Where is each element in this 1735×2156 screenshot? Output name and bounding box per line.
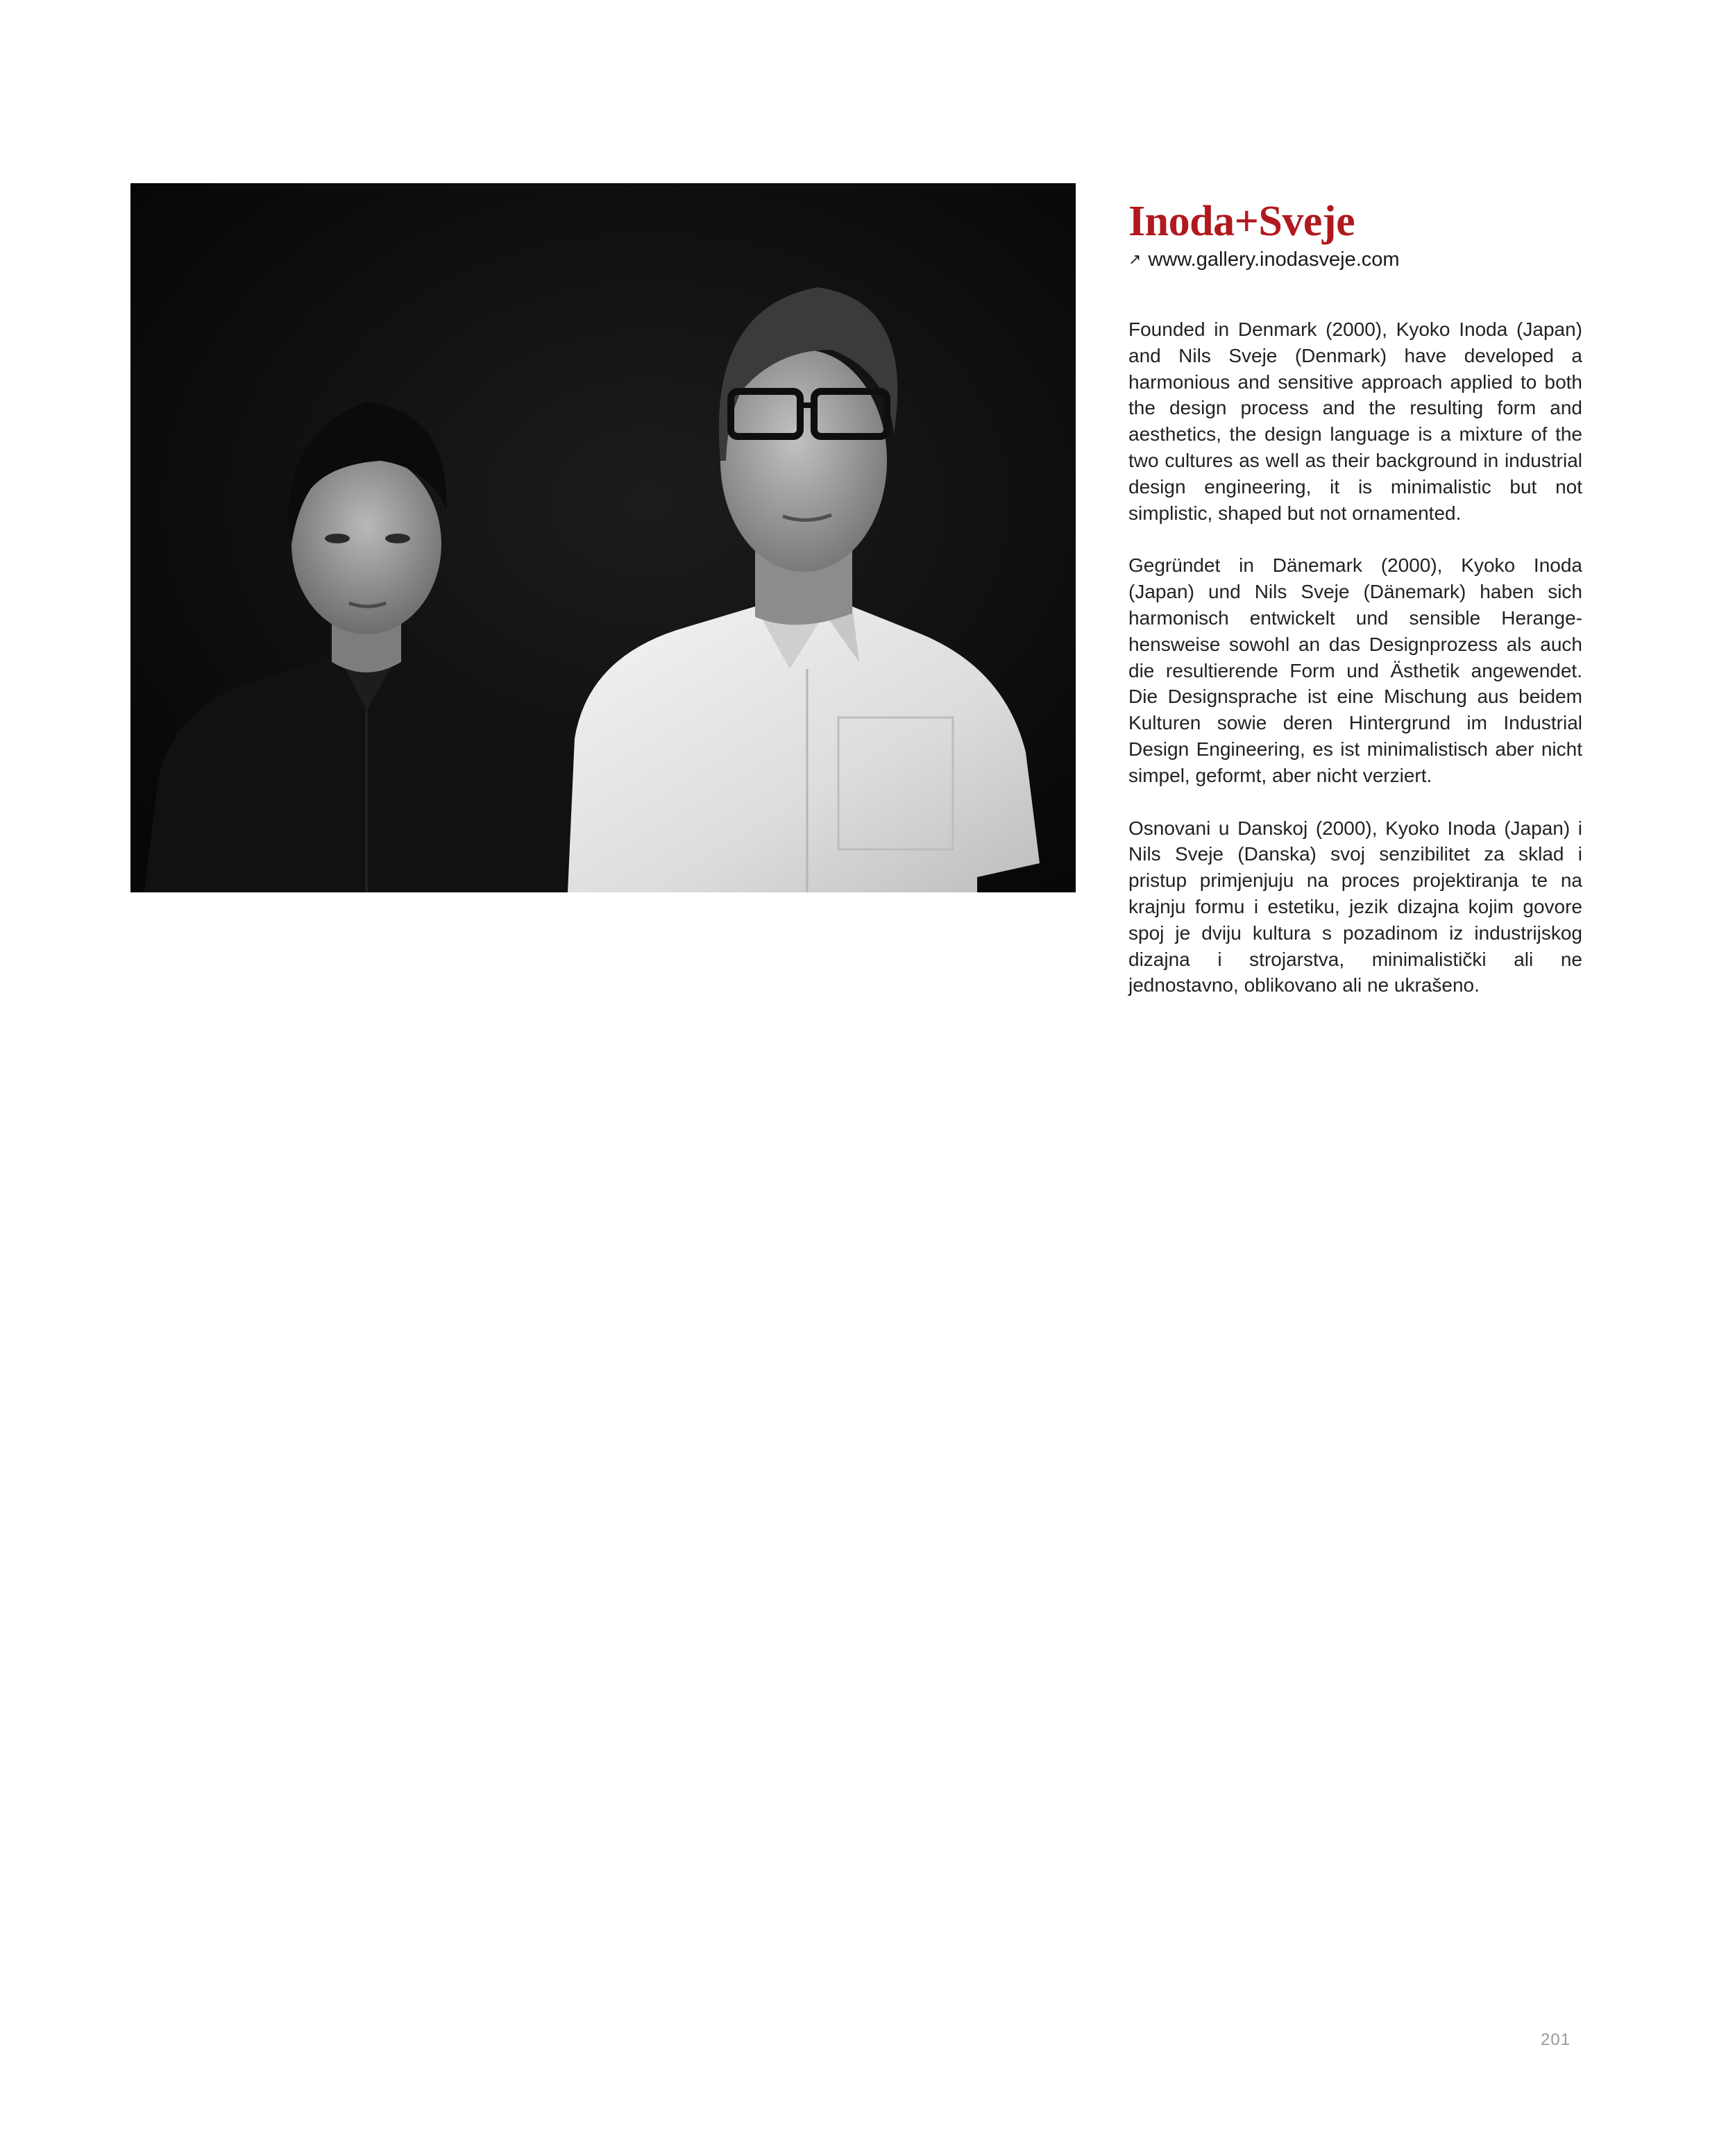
description-german: Gegründet in Dänemark (2000), Kyoko Inoda (Japan) und Nils Sveje (Dänemark) haben sich harmonisch entwickelt und sensible Herangehensweise sowohl an das Designprozess als auch die resultierende Form und Ästhetik angewendet. Die Designsprache ist eine Mischung aus beidem Kulturen sowie deren Hintergrund im Industrial Design Engineering, es ist minimalistisch aber nicht simpel, geformt, aber nicht verziert. bbox=[1128, 554, 1582, 786]
description-english: Founded in Denmark (2000), Kyoko Inoda (Japan) and Nils Sveje (Denmark) have developed a harmonious and sensitive approach applied to both the design process and the resulting form and aesthetics, the design language is a mixture of the two cultures as well as their background in industrial design engineering, it is minimalistic but not simplistic, shaped but not ornamented. bbox=[1128, 319, 1582, 524]
description-croatian: Osnovani u Danskoj (2000), Kyoko Inoda (Japan) i Nils Sveje (Danska) svoj senzibilitet za sklad i pristup primjenjuju na proces projektiranja te na krajnju formu i estetiku, jezik dizajna kojim govore spoj je dviju kultura s pozadinom iz industrijskog dizajna i strojarstva, minimalistički ali ne jednostavno, oblikovano ali ne ukrašeno. bbox=[1128, 817, 1582, 996]
website-link[interactable] bbox=[1128, 246, 1582, 273]
designer-portrait-photo bbox=[130, 183, 1076, 892]
designer-info-column bbox=[1128, 200, 1582, 999]
website-url: www.gallery.inodasveje.com bbox=[1148, 248, 1400, 271]
page-number: 201 bbox=[1541, 2030, 1571, 2049]
arrow-northeast-icon: ↗ bbox=[1128, 251, 1142, 268]
designer-name: Inoda+Sveje bbox=[1128, 198, 1355, 245]
portrait-illustration bbox=[130, 183, 1076, 892]
